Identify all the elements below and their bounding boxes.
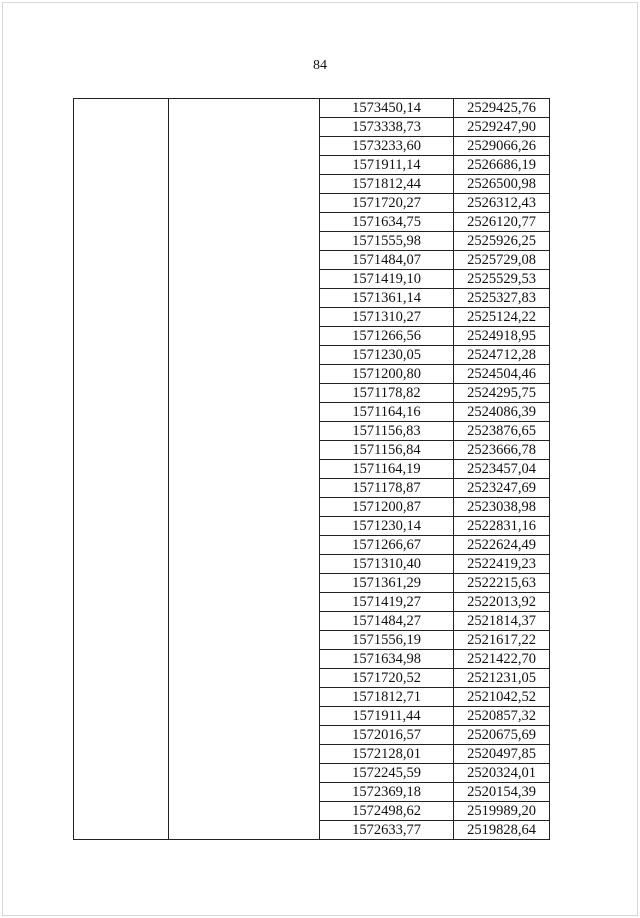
- coordinate-y-cell: 2524712,28: [454, 346, 550, 365]
- coordinate-x-cell: 1571555,98: [320, 232, 454, 251]
- coordinate-x-cell: 1571361,29: [320, 574, 454, 593]
- coordinate-x-cell: 1572245,59: [320, 764, 454, 783]
- coordinate-x-cell: 1571720,27: [320, 194, 454, 213]
- empty-column-2-cell: [169, 99, 320, 840]
- coordinate-x-cell: 1571156,83: [320, 422, 454, 441]
- coordinate-x-cell: 1571230,14: [320, 517, 454, 536]
- coordinate-x-cell: 1571812,44: [320, 175, 454, 194]
- table-row: [74, 99, 550, 118]
- coordinate-x-cell: 1571812,71: [320, 688, 454, 707]
- coordinates-table: [73, 98, 550, 840]
- coordinate-y-cell: 2521814,37: [454, 612, 550, 631]
- coordinate-x-cell: 1571310,27: [320, 308, 454, 327]
- coordinate-y-cell: 2526500,98: [454, 175, 550, 194]
- coordinate-y-cell: 2522624,49: [454, 536, 550, 555]
- coordinate-y-cell: 2525729,08: [454, 251, 550, 270]
- coordinate-x-cell: 1572369,18: [320, 783, 454, 802]
- coordinate-y-cell: 2520154,39: [454, 783, 550, 802]
- coordinate-x-cell: 1571164,19: [320, 460, 454, 479]
- coordinate-y-cell: 2525327,83: [454, 289, 550, 308]
- coordinate-y-cell: 2519828,64: [454, 821, 550, 840]
- coordinate-y-cell: 2524918,95: [454, 327, 550, 346]
- coordinate-x-cell: 1571178,82: [320, 384, 454, 403]
- coordinates-table-body: [74, 99, 550, 840]
- empty-column-1-cell: [74, 99, 169, 840]
- coordinate-y-cell: 2529425,76: [454, 99, 550, 118]
- coordinate-y-cell: 2522013,92: [454, 593, 550, 612]
- coordinate-y-cell: 2523038,98: [454, 498, 550, 517]
- coordinate-y-cell: 2522419,23: [454, 555, 550, 574]
- coordinate-y-cell: 2520857,32: [454, 707, 550, 726]
- coordinate-x-cell: 1573233,60: [320, 137, 454, 156]
- coordinate-x-cell: 1571200,87: [320, 498, 454, 517]
- coordinate-y-cell: 2525124,22: [454, 308, 550, 327]
- coordinate-y-cell: 2523666,78: [454, 441, 550, 460]
- coordinate-x-cell: 1573338,73: [320, 118, 454, 137]
- coordinate-y-cell: 2520675,69: [454, 726, 550, 745]
- coordinate-y-cell: 2526120,77: [454, 213, 550, 232]
- coordinate-y-cell: 2522831,16: [454, 517, 550, 536]
- coordinate-x-cell: 1571911,44: [320, 707, 454, 726]
- coordinate-x-cell: 1571266,56: [320, 327, 454, 346]
- coordinate-x-cell: 1572498,62: [320, 802, 454, 821]
- page-number: 84: [313, 58, 327, 73]
- coordinate-y-cell: 2523876,65: [454, 422, 550, 441]
- coordinate-x-cell: 1573450,14: [320, 99, 454, 118]
- coordinate-y-cell: 2525926,25: [454, 232, 550, 251]
- coordinate-y-cell: 2525529,53: [454, 270, 550, 289]
- coordinate-x-cell: 1571230,05: [320, 346, 454, 365]
- coordinate-y-cell: 2526686,19: [454, 156, 550, 175]
- coordinate-y-cell: 2523247,69: [454, 479, 550, 498]
- coordinate-y-cell: 2520324,01: [454, 764, 550, 783]
- coordinate-x-cell: 1572128,01: [320, 745, 454, 764]
- coordinate-x-cell: 1571156,84: [320, 441, 454, 460]
- coordinate-y-cell: 2524504,46: [454, 365, 550, 384]
- coordinate-x-cell: 1571310,40: [320, 555, 454, 574]
- coordinate-y-cell: 2529066,26: [454, 137, 550, 156]
- coordinate-x-cell: 1571419,27: [320, 593, 454, 612]
- coordinate-x-cell: 1571911,14: [320, 156, 454, 175]
- coordinate-y-cell: 2521422,70: [454, 650, 550, 669]
- coordinate-x-cell: 1571361,14: [320, 289, 454, 308]
- coordinate-y-cell: 2524295,75: [454, 384, 550, 403]
- coordinate-x-cell: 1571634,98: [320, 650, 454, 669]
- coordinate-x-cell: 1572633,77: [320, 821, 454, 840]
- coordinate-y-cell: 2519989,20: [454, 802, 550, 821]
- coordinate-y-cell: 2524086,39: [454, 403, 550, 422]
- coordinate-x-cell: 1571556,19: [320, 631, 454, 650]
- coordinate-x-cell: 1571484,27: [320, 612, 454, 631]
- coordinate-y-cell: 2522215,63: [454, 574, 550, 593]
- coordinate-x-cell: 1572016,57: [320, 726, 454, 745]
- coordinate-x-cell: 1571634,75: [320, 213, 454, 232]
- coordinate-x-cell: 1571484,07: [320, 251, 454, 270]
- coordinate-x-cell: 1571266,67: [320, 536, 454, 555]
- coordinate-y-cell: 2529247,90: [454, 118, 550, 137]
- coordinate-y-cell: 2520497,85: [454, 745, 550, 764]
- coordinate-x-cell: 1571200,80: [320, 365, 454, 384]
- coordinate-y-cell: 2521042,52: [454, 688, 550, 707]
- coordinate-x-cell: 1571164,16: [320, 403, 454, 422]
- coordinate-y-cell: 2526312,43: [454, 194, 550, 213]
- coordinate-y-cell: 2521231,05: [454, 669, 550, 688]
- coordinate-y-cell: 2523457,04: [454, 460, 550, 479]
- coordinate-x-cell: 1571419,10: [320, 270, 454, 289]
- coordinate-x-cell: 1571178,87: [320, 479, 454, 498]
- coordinate-x-cell: 1571720,52: [320, 669, 454, 688]
- coordinate-y-cell: 2521617,22: [454, 631, 550, 650]
